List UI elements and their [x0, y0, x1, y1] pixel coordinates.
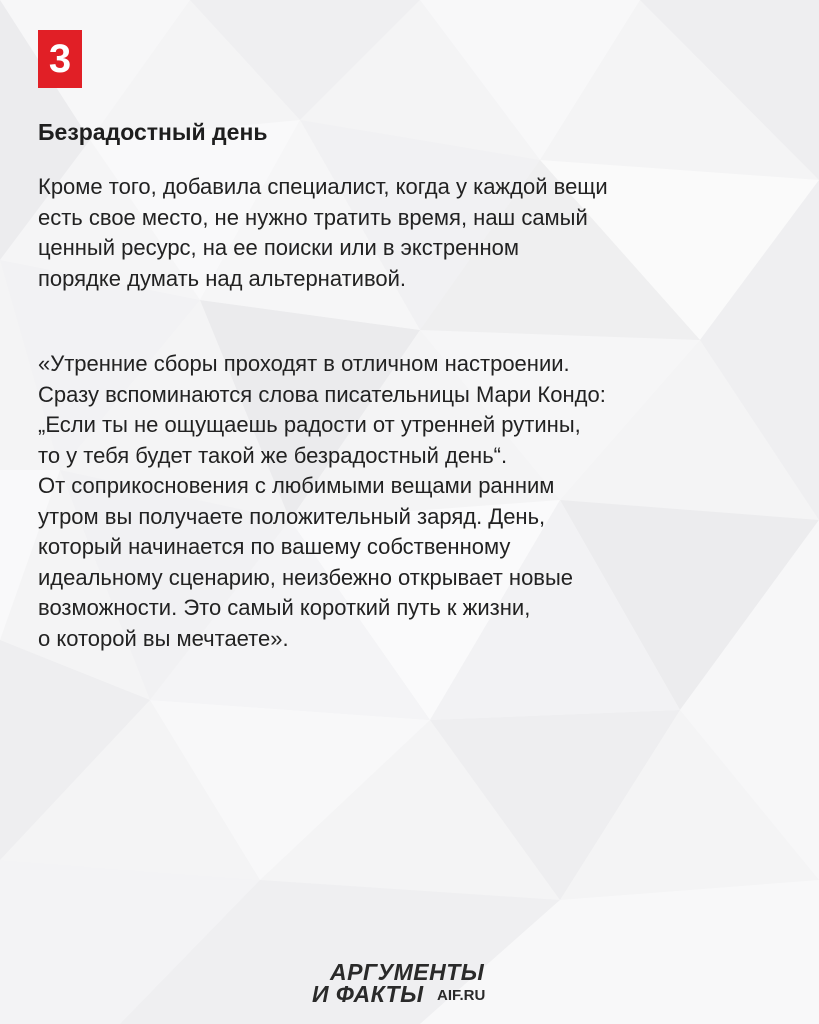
paragraph-quote — [38, 349, 798, 654]
aif-logo — [312, 960, 522, 1008]
text-line: который начинается по вашему собственному — [38, 534, 511, 559]
paragraph-spacer — [38, 294, 798, 349]
text-line: утром вы получаете положительный заряд. День, — [38, 503, 546, 529]
logo-line-i-fakty: И ФАКТЫ — [312, 981, 424, 1007]
logo-line-argumenty: АРГУМЕНТЫ — [330, 959, 485, 985]
text-line: возможности. Это самый короткий путь к жизни, — [38, 595, 531, 620]
paragraph-intro — [38, 172, 798, 294]
slide-number-badge: 3 — [38, 30, 82, 88]
text-line: порядке думать над альтернативой. — [38, 265, 407, 291]
text-line: „Если ты не ощущаешь радости от утренней рутины, — [38, 412, 581, 437]
text-line: есть свое место, не нужно тратить время, наш самый — [38, 204, 588, 230]
slide-heading: Безрадостный день — [38, 119, 268, 145]
text-line: то у тебя будет такой же безрадостный день“. — [38, 442, 508, 468]
text-line: Кроме того, добавила специалист, когда у каждой вещи — [38, 174, 608, 199]
text-line: От соприкосновения с любимыми вещами ранним — [38, 473, 555, 498]
article-body — [38, 172, 798, 654]
text-line: идеальному сценарию, неизбежно открывает новые — [38, 564, 574, 590]
text-line: ценный ресурс, на ее поиски или в экстренном — [38, 235, 519, 260]
text-line: «Утренние сборы проходят в отличном настроении. — [38, 351, 570, 376]
text-line: Сразу вспоминаются слова писательницы Мари Кондо: — [38, 381, 606, 407]
logo-site: AIF.RU — [437, 987, 486, 1004]
text-line: о которой вы мечтаете». — [38, 625, 289, 651]
